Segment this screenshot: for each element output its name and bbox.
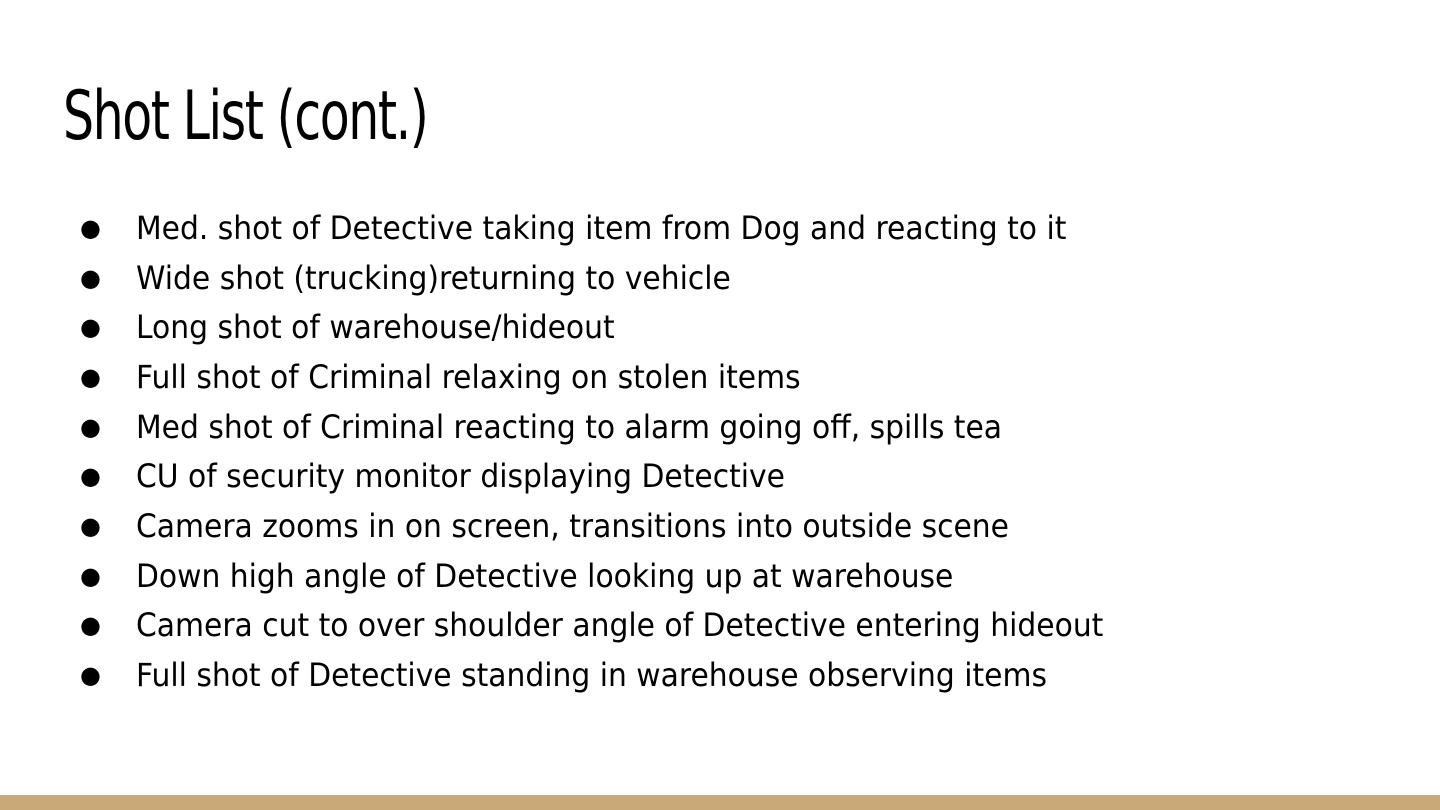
bullet-icon: ● [80, 213, 101, 242]
bullet-icon: ● [80, 661, 101, 690]
bullet-list [80, 203, 1176, 700]
bullet-icon: ● [80, 462, 101, 491]
list-item [80, 402, 1176, 452]
list-item [80, 352, 1176, 402]
bullet-icon: ● [80, 561, 101, 590]
list-item-text: Med. shot of Detective taking item from Dog and reacting to it [136, 208, 1067, 247]
list-item-text: Med shot of Criminal reacting to alarm going off, spills tea [136, 407, 1003, 446]
list-item [80, 551, 1176, 601]
list-item-text: Full shot of Detective standing in warehouse observing items [136, 656, 1047, 695]
list-item-text: CU of security monitor displaying Detective [136, 457, 785, 496]
list-item-text: Down high angle of Detective looking up at warehouse [136, 556, 954, 595]
bullet-icon: ● [80, 263, 101, 292]
accent-bar [0, 795, 1440, 810]
list-item-text: Camera zooms in on screen, transitions into outside scene [136, 506, 1009, 545]
list-item-text: Wide shot (trucking)returning to vehicle [136, 258, 731, 297]
list-item [80, 501, 1176, 551]
bullet-icon: ● [80, 362, 101, 391]
list-item-text: Full shot of Criminal relaxing on stolen items [136, 357, 801, 396]
bullet-icon: ● [80, 313, 101, 342]
list-item [80, 601, 1176, 651]
list-item [80, 650, 1176, 700]
list-item-text: Camera cut to over shoulder angle of Detective entering hideout [136, 606, 1104, 645]
list-item [80, 253, 1176, 303]
slide-title: Shot List (cont.) [63, 77, 428, 156]
bullet-icon: ● [80, 511, 101, 540]
bullet-icon: ● [80, 611, 101, 640]
list-item-text: Long shot of warehouse/hideout [136, 308, 615, 347]
list-item [80, 203, 1176, 253]
list-item [80, 302, 1176, 352]
list-item [80, 451, 1176, 501]
bullet-icon: ● [80, 412, 101, 441]
